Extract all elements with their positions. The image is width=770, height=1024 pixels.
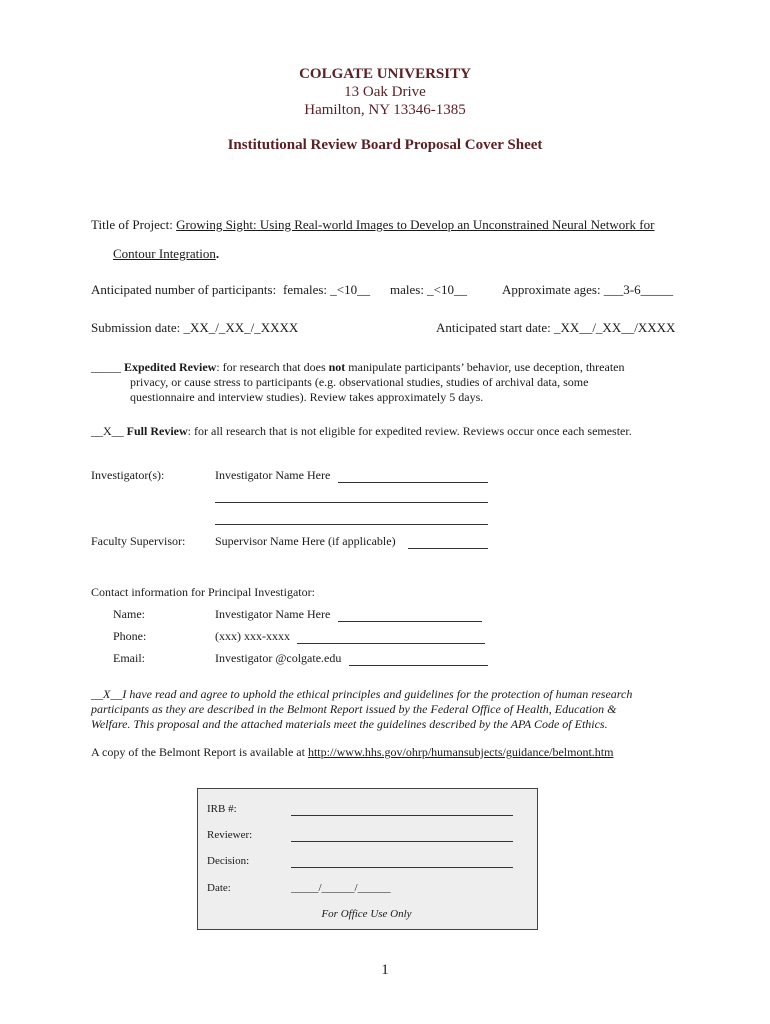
contact-phone-label: Phone:	[113, 629, 147, 643]
investigator-line-1	[338, 482, 488, 483]
decision-line	[291, 867, 513, 868]
address-line-1: 13 Oak Drive	[344, 84, 426, 100]
date-label: Date:	[207, 882, 231, 894]
contact-name-value: Investigator Name Here	[215, 607, 331, 621]
reviewer-label: Reviewer:	[207, 829, 253, 841]
belmont-note: A copy of the Belmont Report is available at http://www.hhs.gov/ohrp/humansubjects/guidance/belmont.htm	[91, 745, 614, 759]
agreement-line-3: Welfare. This proposal and the attached materials meet the guidelines described by the APA Code of Ethics.	[91, 717, 608, 731]
full-review-line: __X__ Full Review: for all research that is not eligible for expedited review. Reviews occur once each semester.	[91, 424, 632, 438]
irb-label: IRB #:	[207, 803, 237, 815]
investigator-name: Investigator Name Here	[215, 468, 331, 482]
expedited-review-line-1: _____ Expedited Review: for research that does not manipulate participants’ behavior, use deception, threaten	[91, 360, 625, 374]
agreement-line-2: participants as they are described in the Belmont Report issued by the Federal Office of Health, Education &	[91, 702, 617, 716]
contact-phone-line	[297, 643, 485, 644]
form-title: Institutional Review Board Proposal Cover Sheet	[227, 137, 543, 153]
contact-name-line	[338, 621, 482, 622]
full-review-checkbox: __X__	[91, 424, 124, 438]
expedited-review-line-3: questionnaire and interview studies). Review takes approximately 5 days.	[130, 390, 484, 404]
contact-phone-value: (xxx) xxx-xxxx	[215, 629, 290, 643]
agreement-line-1: __X__I have read and agree to uphold the ethical principles and guidelines for the protection of human research	[91, 687, 633, 701]
contact-name-label: Name:	[113, 607, 145, 621]
supervisor-name: Supervisor Name Here (if applicable)	[215, 534, 396, 548]
project-title-row-1	[91, 217, 654, 233]
ages-field: Approximate ages: ___3-6_____	[502, 282, 674, 297]
address-line-2: Hamilton, NY 13346-1385	[304, 102, 466, 118]
expedited-review-label: Expedited Review	[124, 360, 217, 374]
contact-email-line	[349, 665, 488, 666]
project-title-value-1: Growing Sight: Using Real-world Images to Develop an Unconstrained Neural Network for	[176, 217, 655, 232]
belmont-link[interactable]: http://www.hhs.gov/ohrp/humansubjects/guidance/belmont.htm	[307, 745, 614, 759]
participants-label: Anticipated number of participants:	[91, 282, 277, 297]
decision-label: Decision:	[207, 855, 250, 867]
start-date: Anticipated start date: _XX__/_XX__/XXXX	[436, 320, 676, 335]
investigator-line-2	[215, 502, 488, 503]
reviewer-line	[291, 841, 513, 842]
contact-heading: Contact information for Principal Investigator:	[91, 585, 315, 599]
university-name: COLGATE UNIVERSITY	[299, 66, 471, 82]
date-blank: _____/______/______	[291, 882, 391, 894]
females-field: females: _<10__	[283, 282, 371, 297]
expedited-checkbox-blank: _____	[91, 360, 121, 374]
project-title-row-2: Contour Integration.	[113, 246, 220, 261]
investigator-line-3	[215, 524, 488, 525]
supervisor-label: Faculty Supervisor:	[91, 534, 186, 548]
males-field: males: _<10__	[390, 282, 468, 297]
submission-date: Submission date: _XX_/_XX_/_XXXX	[91, 320, 299, 335]
page-number: 1	[381, 962, 389, 978]
investigators-label: Investigator(s):	[91, 468, 165, 482]
office-use-footer: For Office Use Only	[321, 908, 412, 920]
expedited-review-line-2: privacy, or cause stress to participants (e.g. observational studies, studies of archival data, some	[130, 375, 589, 389]
contact-email-value: Investigator @colgate.edu	[215, 651, 342, 665]
project-title-value-2: Contour Integration	[113, 246, 216, 261]
full-review-label: Full Review	[126, 424, 188, 438]
contact-email-label: Email:	[113, 651, 145, 665]
project-title-label: Title of Project:	[91, 217, 173, 232]
irb-line	[291, 815, 513, 816]
supervisor-line	[408, 548, 488, 549]
